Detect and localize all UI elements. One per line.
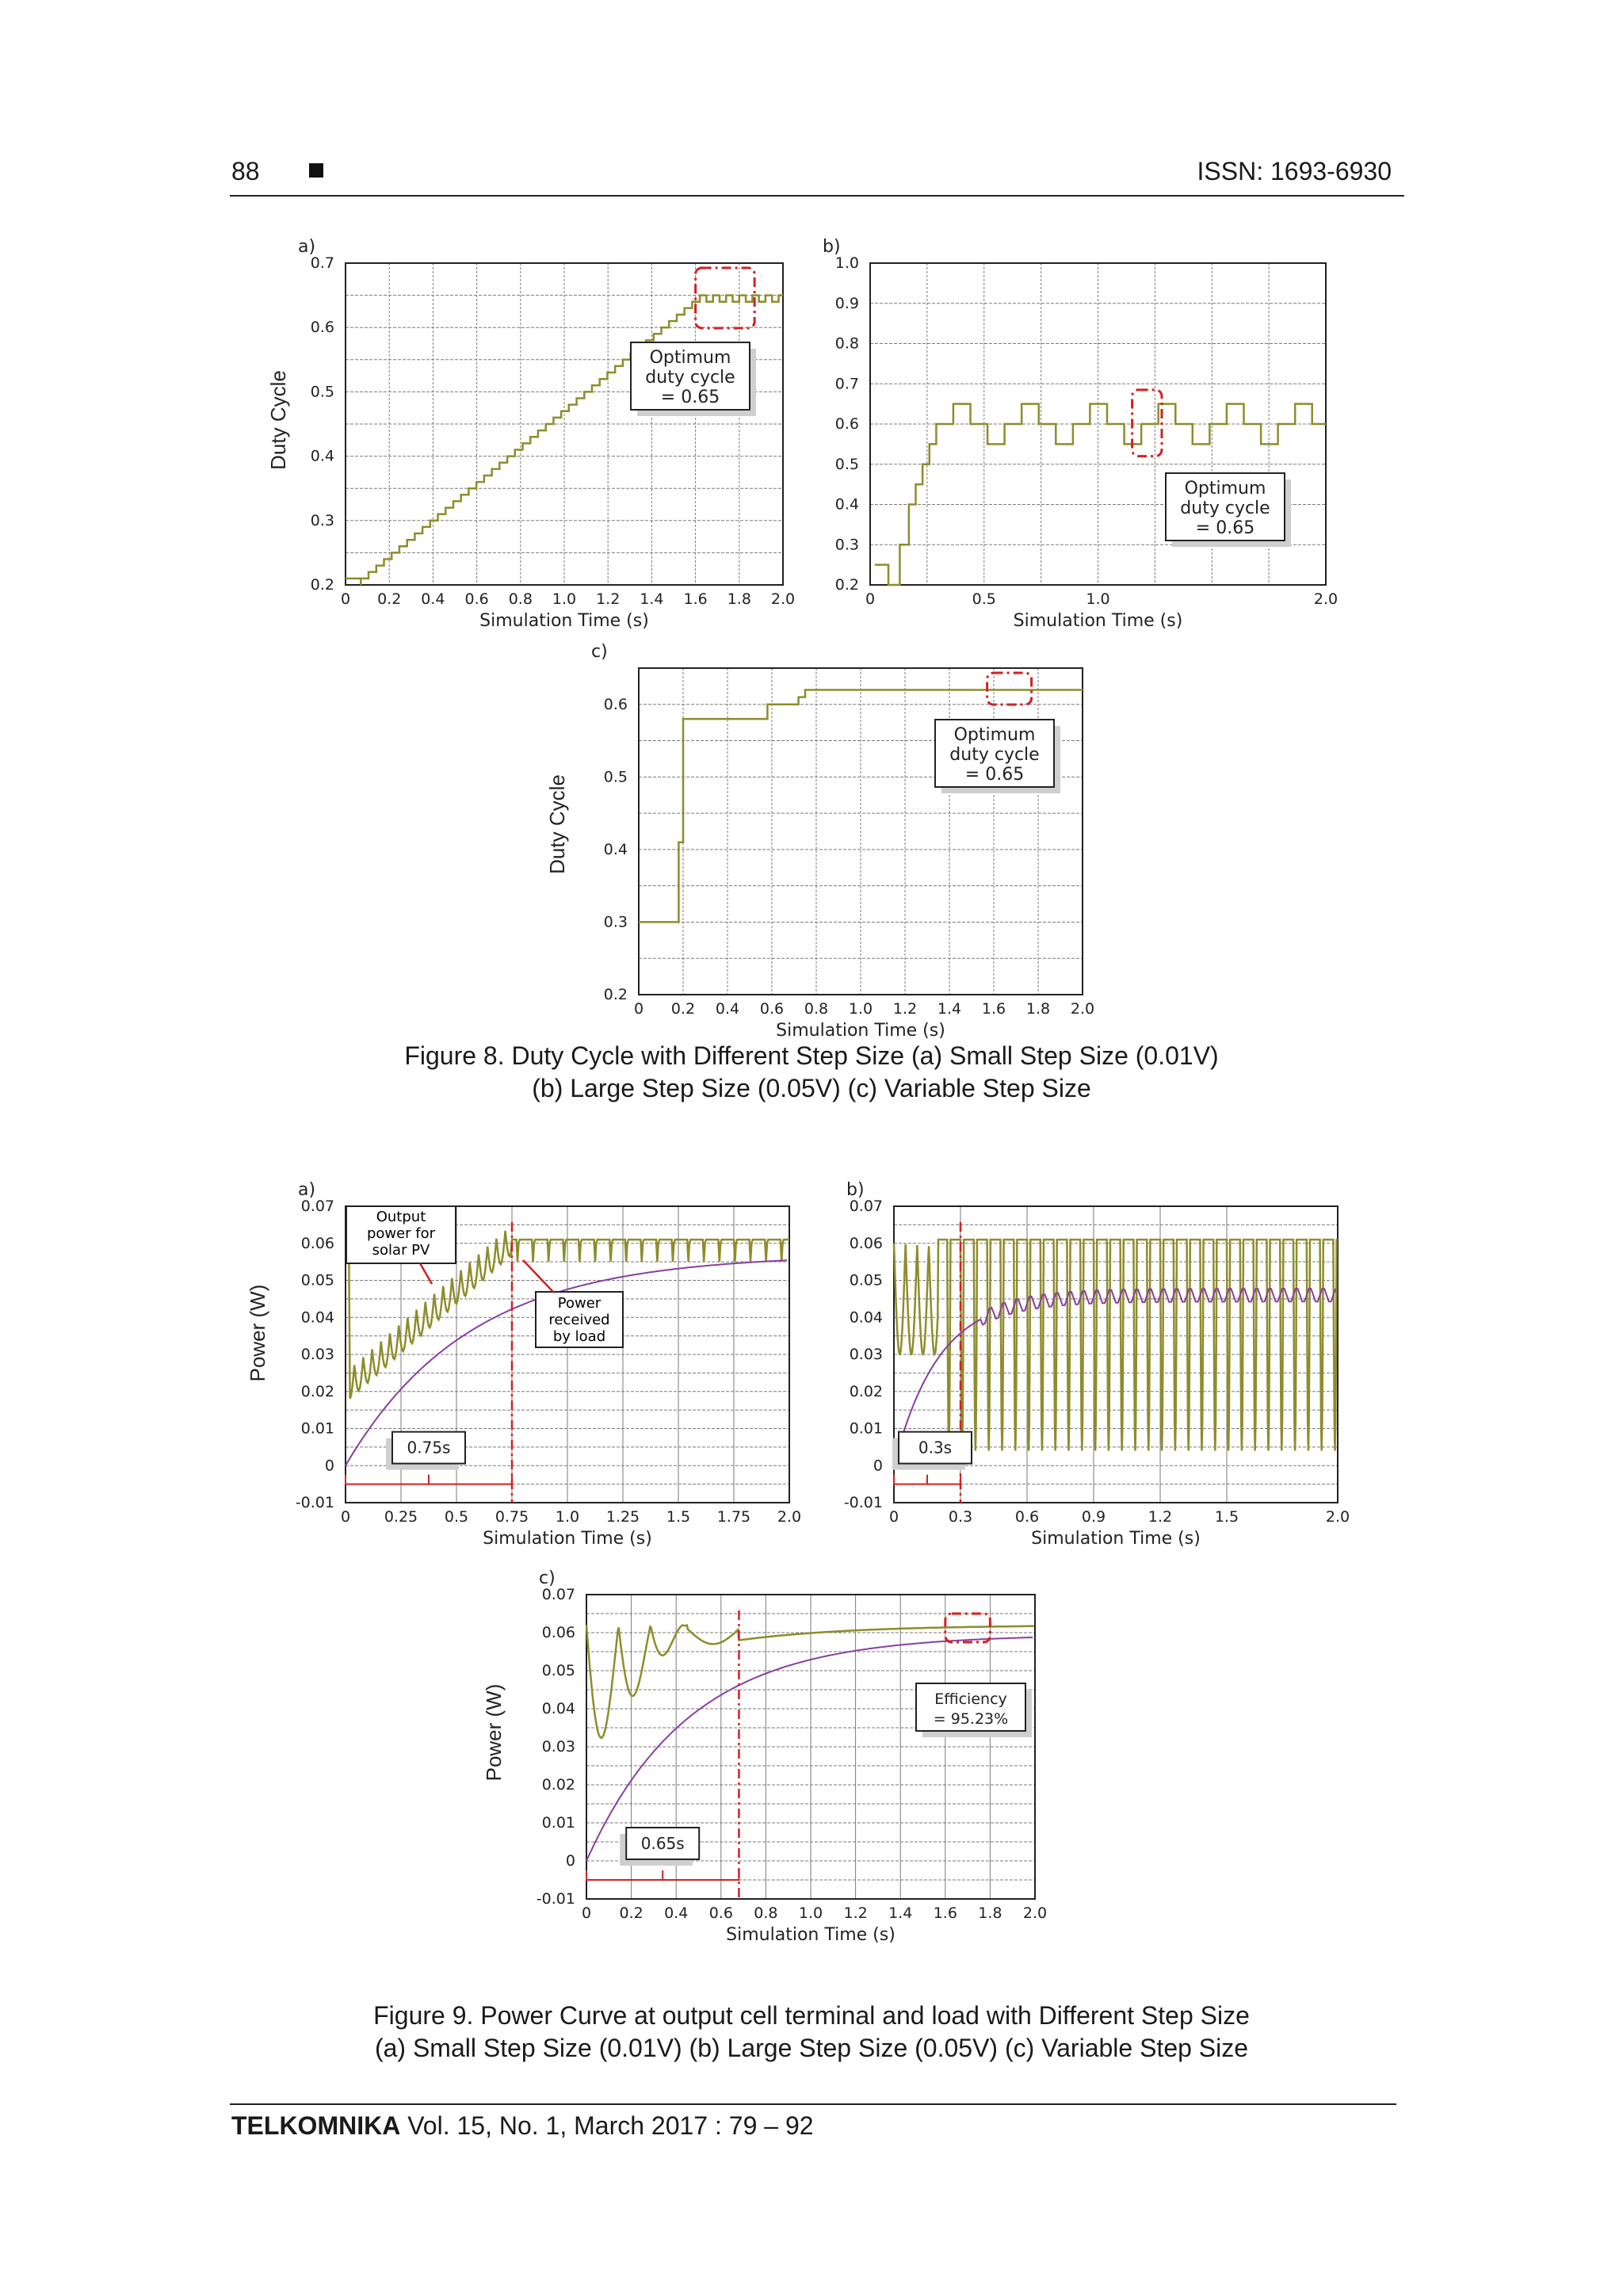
x-tick-label: 2.0 [1313,590,1338,608]
x-axis-label: Simulation Time (s) [726,1925,896,1945]
x-tick-label: 0.3 [948,1508,973,1526]
y-tick-label: 0.01 [541,1814,575,1832]
x-tick-label: 0.2 [670,1000,696,1018]
x-tick-label: 2.0 [1070,1000,1095,1018]
x-tick-label: 0.4 [715,1000,740,1018]
chart-9a [246,1180,801,1549]
y-tick-label: 0.04 [300,1308,334,1327]
y-axis-label: Duty Cycle [545,774,569,874]
chart-8a [266,237,795,631]
y-tick-label: 0.07 [849,1198,883,1215]
y-tick-label: 0.07 [300,1198,334,1215]
y-tick-label: 0.2 [310,576,334,594]
x-tick-label: 1.4 [640,590,664,608]
y-axis-label: Power (W) [482,1683,506,1782]
y-tick-label: 0.8 [834,334,859,353]
x-tick-label: 1.8 [978,1904,1002,1922]
y-tick-label: -0.01 [295,1494,334,1511]
x-tick-label: 0 [888,1508,899,1526]
footer-journal: TELKOMNIKA [231,2111,401,2140]
figure-9-caption-line2: (a) Small Step Size (0.01V) (b) Large Step Size (0.05V) (c) Variable Step Size [374,2034,1249,2062]
x-tick-label: 0 [633,1000,644,1018]
y-tick-label: 0 [565,1852,575,1870]
panel-label: a) [298,237,316,257]
x-tick-label: 1.8 [727,590,751,608]
figure-9-caption-line1: Figure 9. Power Curve at output cell terminal and load with Different Step Size [373,2001,1250,2030]
x-tick-label: 0.5 [972,590,996,608]
y-tick-label: 0 [324,1457,334,1475]
x-tick-label: 1.2 [596,590,621,608]
x-tick-label: 0.8 [804,1000,829,1018]
annotation-text: duty cycle [949,745,1040,765]
callout-load-text: received [548,1312,610,1328]
y-tick-label: 0.05 [849,1271,883,1289]
callout-load-arrow [523,1260,553,1292]
y-tick-label: 0.5 [310,383,334,401]
y-tick-label: -0.01 [843,1494,883,1511]
footer-rule [230,2103,1396,2105]
page-number: 88 [231,157,260,185]
callout-pv-text: power for [366,1225,436,1242]
x-tick-label: 0.8 [754,1904,778,1922]
x-tick-label: 0 [865,590,876,608]
y-tick-label: 0.07 [541,1586,575,1603]
y-tick-label: 0.02 [849,1382,883,1400]
panel-label: c) [591,642,608,662]
y-tick-label: 0.03 [541,1738,575,1755]
marker-label: 0.65s [640,1834,685,1853]
y-tick-label: 0.04 [849,1308,883,1327]
annotation-text: Efficiency [934,1690,1007,1708]
x-tick-label: 1.6 [981,1000,1006,1018]
x-tick-label: 0.2 [619,1904,643,1922]
y-tick-label: 0.3 [310,511,334,529]
y-tick-label: 0.7 [310,254,334,272]
highlight-box [1132,390,1162,457]
annotation-text: = 0.65 [1195,518,1255,538]
y-tick-label: 0.6 [310,319,334,337]
callout-pv-arrow [420,1263,432,1284]
annotation-text: duty cycle [1180,499,1270,518]
panel-label: b) [846,1180,865,1200]
y-tick-label: 0.2 [603,986,628,1003]
callout-pv-text: solar PV [372,1242,430,1259]
panel-label: c) [539,1568,556,1588]
y-tick-label: 0.06 [849,1234,883,1252]
x-tick-label: 1.5 [1214,1508,1239,1526]
figure-8-caption-line1: Figure 8. Duty Cycle with Different Step Size (a) Small Step Size (0.01V) [404,1041,1219,1070]
y-axis-label: Duty Cycle [266,370,290,470]
x-tick-label: 0.6 [759,1000,785,1018]
x-tick-label: 0.4 [664,1904,689,1922]
x-tick-label: 1.0 [552,590,577,608]
y-tick-label: 0.03 [849,1346,883,1363]
issn: ISSN: 1693-6930 [1197,157,1392,185]
callout-pv-text: Output [376,1209,426,1225]
y-tick-label: 0.05 [541,1662,575,1679]
x-axis-label: Simulation Time (s) [1013,611,1183,631]
y-tick-label: 0.5 [834,455,859,473]
y-tick-label: 0.4 [310,447,334,465]
y-axis-label: Power (W) [246,1284,269,1382]
y-tick-label: 0.06 [300,1234,334,1252]
y-tick-label: 0.4 [834,495,859,514]
panel-label: a) [298,1180,316,1200]
y-tick-label: 0.4 [603,840,628,858]
x-tick-label: 0.5 [444,1508,469,1526]
x-axis-label: Simulation Time (s) [479,611,649,631]
x-tick-label: 1.6 [683,590,708,608]
annotation-text: Optimum [953,725,1036,745]
y-tick-label: 0.01 [300,1419,334,1438]
callout-load-text: Power [557,1295,601,1312]
y-tick-label: 0.6 [603,695,628,713]
figure-8-caption-line2: (b) Large Step Size (0.05V) (c) Variable Step Size [532,1074,1091,1102]
callout-load-text: by load [552,1328,606,1345]
y-tick-label: 0.02 [300,1382,334,1400]
y-tick-label: 0.01 [849,1419,883,1438]
y-tick-label: 0.3 [603,913,628,931]
chart-8c [545,642,1094,1041]
x-tick-label: 1.0 [848,1000,873,1018]
x-tick-label: 1.0 [1086,590,1110,608]
y-tick-label: 0.2 [834,576,859,594]
annotation-text: duty cycle [645,368,735,388]
y-tick-label: 0.04 [541,1700,575,1717]
x-tick-label: 1.2 [843,1904,868,1922]
y-tick-label: 0.5 [603,768,628,786]
y-tick-label: 0.3 [834,536,859,554]
x-tick-label: 0.75 [495,1508,529,1526]
panel-label: b) [823,237,841,257]
x-axis-label: Simulation Time (s) [1031,1529,1201,1549]
y-tick-label: 0.06 [541,1624,575,1641]
footer-details: Vol. 15, No. 1, March 2017 : 79 – 92 [400,2111,814,2140]
y-tick-label: 0.05 [300,1271,334,1289]
x-axis-label: Simulation Time (s) [776,1021,945,1041]
x-tick-label: 1.4 [937,1000,962,1018]
x-tick-label: 0 [340,590,351,608]
x-tick-label: 0.6 [708,1904,733,1922]
x-tick-label: 2.0 [777,1508,802,1526]
x-tick-label: 0.6 [464,590,489,608]
x-tick-label: 0.8 [508,590,533,608]
marker-label: 0.75s [407,1438,451,1457]
x-tick-label: 1.6 [933,1904,957,1922]
x-axis-label: Simulation Time (s) [483,1529,652,1549]
x-tick-label: 0.2 [377,590,402,608]
x-tick-label: 0 [581,1904,592,1922]
y-tick-label: 0.6 [834,415,859,433]
annotation-text: = 0.65 [964,765,1025,785]
y-tick-label: -0.01 [536,1890,575,1908]
x-tick-label: 1.0 [555,1508,580,1526]
y-tick-label: 0.03 [300,1346,334,1363]
x-tick-label: 2.0 [1022,1904,1048,1922]
x-tick-label: 0.25 [384,1508,418,1526]
x-tick-label: 1.0 [798,1904,823,1922]
x-tick-label: 1.4 [888,1904,913,1922]
y-tick-label: 0.9 [834,294,859,312]
x-tick-label: 0.4 [421,590,445,608]
y-tick-label: 0.02 [541,1776,575,1794]
y-tick-label: 0.7 [834,375,859,393]
x-tick-label: 1.75 [716,1508,751,1526]
settling-bracket [894,1475,960,1484]
x-tick-label: 0.6 [1014,1508,1040,1526]
annotation-text: = 95.23% [933,1710,1009,1728]
chart-8b [823,237,1338,631]
x-tick-label: 0.9 [1081,1508,1106,1526]
marker-label: 0.3s [918,1438,953,1457]
footer [231,2111,814,2141]
annotation-text: Optimum [649,348,731,368]
chart-9c [482,1568,1047,1945]
x-tick-label: 1.2 [1148,1508,1173,1526]
annotation-text: Optimum [1184,479,1266,499]
x-tick-label: 2.0 [770,590,796,608]
x-tick-label: 1.25 [605,1508,640,1526]
annotation-text: = 0.65 [660,388,720,407]
x-tick-label: 1.8 [1025,1000,1051,1018]
x-tick-label: 1.2 [892,1000,918,1018]
chart-9b [844,1180,1350,1549]
settling-bracket [346,1475,512,1484]
x-tick-label: 0 [340,1508,351,1526]
x-tick-label: 1.5 [666,1508,691,1526]
x-tick-label: 2.0 [1325,1508,1350,1526]
y-tick-label: 1.0 [834,254,859,272]
settling-bracket [586,1870,739,1880]
y-tick-label: 0 [873,1457,883,1475]
